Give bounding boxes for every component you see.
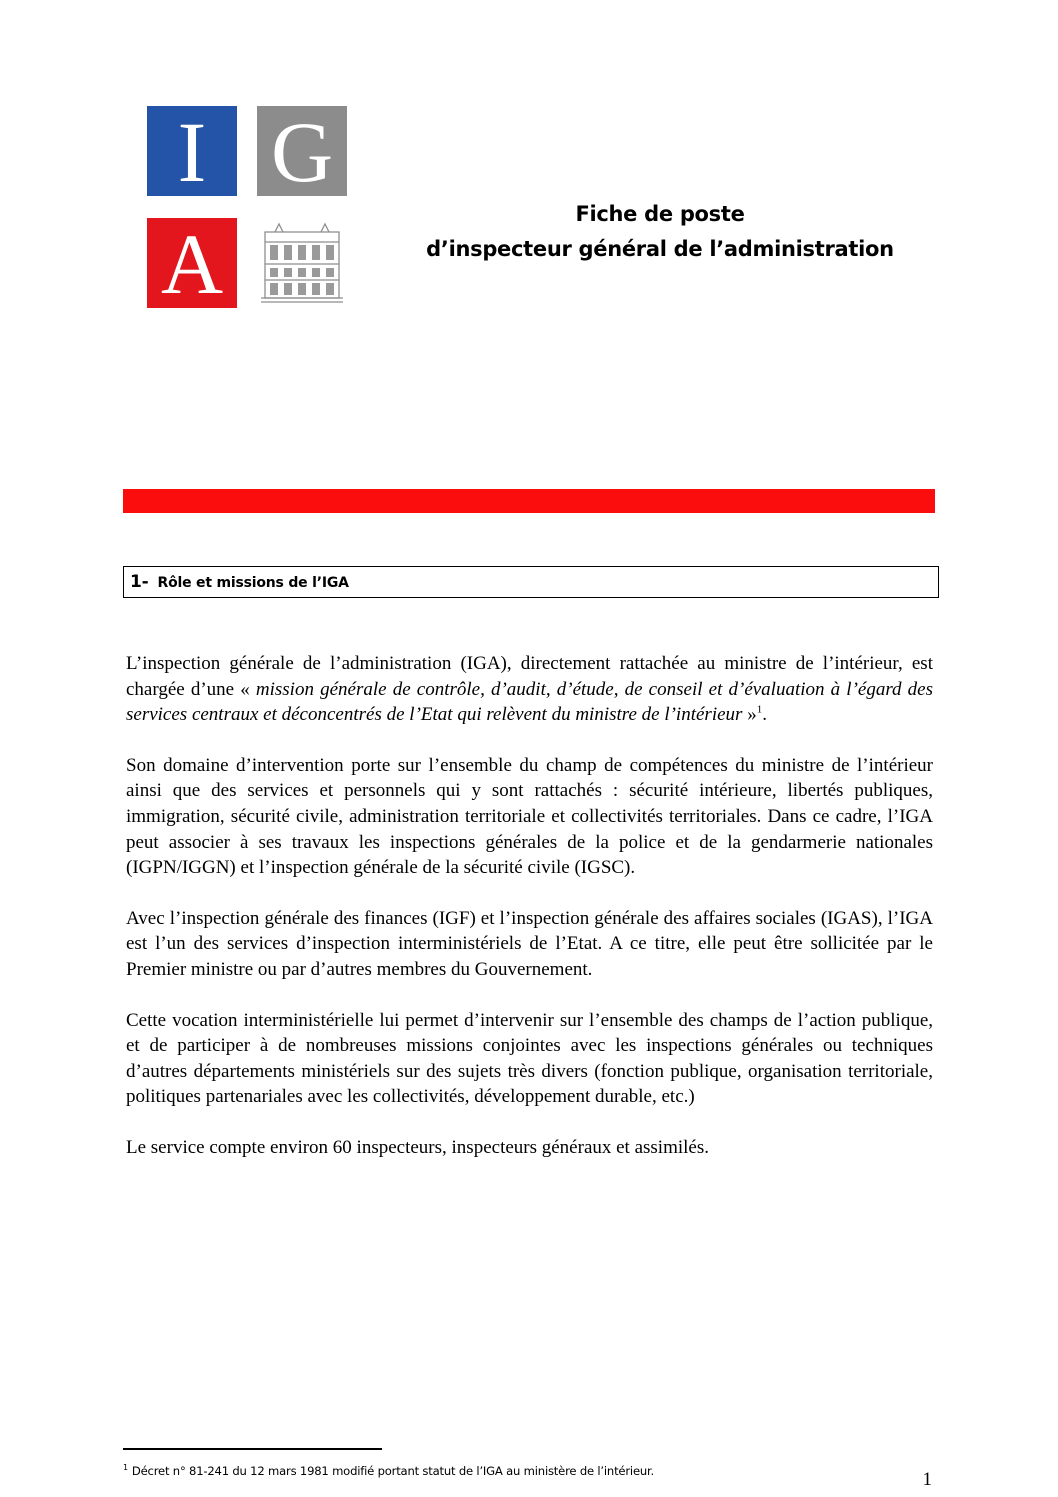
building-icon (257, 218, 347, 308)
paragraph-3: Avec l’inspection générale des finances (IGF) et l’inspection générale des affaires sociales (IGAS), l’IGA est l’un des services d’inspection interministériels de l’Etat. A ce titre, elle peut être sollicitée par le Premier ministre ou par d’autres membres du Gouvernement. (126, 907, 933, 980)
paragraph-2: Son domaine d’intervention porte sur l’ensemble du champ de compétences du ministre de l’intérieur ainsi que des services et personnels qui y sont rattachés : sécurité intérieure, libertés publiques, immigration, sécurité civile, administration territoriale et collectivités territoriales. Dans ce cadre, l’IGA peut associer à ses travaux les inspections générales de la police et de la gendarmerie nationales (IGPN/IGGN) et l’inspection générale de la sécurité civile (IGSC). (126, 754, 933, 879)
logo-letter-i: I (177, 106, 207, 196)
logo-tile-a (147, 218, 237, 308)
logo-letter-a: A (160, 218, 224, 308)
footnote-number: 1 (123, 1463, 128, 1473)
logo-tile-g (257, 106, 347, 196)
section-number: 1- (130, 572, 149, 592)
paragraph-4: Cette vocation interministérielle lui permet d’intervenir sur l’ensemble des champs de l’action publique, et de participer à de nombreuses missions conjointes avec les inspections générales ou techniques d’autres départements ministériels sur des sujets très divers (fonction publique, organisation territoriale, politiques partenariales avec les collectivités, développement durable, etc.) (126, 1009, 933, 1108)
title-line-2: d’inspecteur général de l’administration (426, 237, 894, 261)
logo-letter-g: G (270, 106, 334, 196)
paragraph-1-close: » (742, 704, 757, 726)
section-heading (123, 566, 939, 598)
paragraph-5: Le service compte environ 60 inspecteurs, inspecteurs généraux et assimilés. (126, 1136, 709, 1158)
footnote-separator (123, 1448, 382, 1450)
paragraph-1-end: . (762, 704, 767, 726)
body-text (126, 651, 933, 1186)
footnote-ref: 1 (756, 703, 763, 716)
paragraph-1 (126, 651, 933, 728)
logo-tile-i (147, 106, 237, 196)
paragraph-1-quote: mission générale de contrôle, d’audit, d’étude, de conseil et d’évaluation à l’égard des services centraux et déconcentrés de l’Etat qui relèvent du ministre de l’intérieur (126, 678, 933, 726)
red-divider-band (123, 489, 935, 513)
iga-logo (147, 106, 351, 308)
document-title (380, 197, 940, 267)
paragraph-1-intro: L’inspection générale de l’administration (IGA), directement rattachée au ministre de l’intérieur, est chargée d’une « (126, 653, 933, 700)
page-number: 1 (922, 1469, 932, 1490)
footnote (123, 1463, 823, 1479)
section-title: Rôle et missions de l’IGA (157, 575, 349, 591)
footnote-text: Décret n° 81-241 du 12 mars 1981 modifié portant statut de l’IGA au ministère de l’intérieur. (131, 1464, 655, 1478)
title-line-1: Fiche de poste (575, 202, 745, 226)
